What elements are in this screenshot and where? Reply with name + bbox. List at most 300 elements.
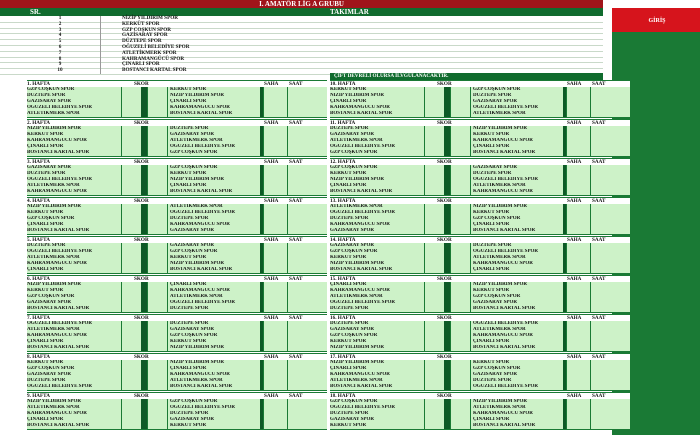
week-title: 5. HAFTA <box>27 237 50 243</box>
team-number: 5 <box>20 39 101 45</box>
away-team: GAZİSARAY SPOR <box>473 165 517 170</box>
home-team: DÜZTEPE SPOR <box>330 411 369 416</box>
week-title: 4. HAFTA <box>27 198 50 204</box>
away-team: ÇINARLI SPOR <box>170 183 207 188</box>
score-separator <box>444 384 450 390</box>
saha-label: SAHA <box>264 354 279 360</box>
home-team: KAHRAMANGÜCÜ SPOR <box>27 411 87 416</box>
score-separator <box>444 228 450 234</box>
home-team: GAZİSARAY SPOR <box>330 228 374 233</box>
away-team: ATLETİKMERK SPOR <box>473 183 526 188</box>
week-title: 16. HAFTA <box>330 315 356 321</box>
home-team: GAZİSARAY SPOR <box>27 165 71 170</box>
week-title: 7. HAFTA <box>27 315 50 321</box>
home-team: GZP COŞKUN SPOR <box>27 87 75 92</box>
cell-divider <box>263 150 264 156</box>
cell-divider <box>287 345 288 351</box>
away-team: KERKÜT SPOR <box>170 423 207 428</box>
saha-label: SAHA <box>567 237 582 243</box>
skor-label: SKOR <box>134 276 149 282</box>
home-team: OĞUZELİ BELEDİYE SPOR <box>27 177 93 182</box>
away-team: KAHRAMANGÜCÜ SPOR <box>170 372 230 377</box>
cell-divider <box>263 267 264 273</box>
saha-separator <box>260 228 263 234</box>
away-team: KAHRAMANGÜCÜ SPOR <box>473 189 533 194</box>
cell-divider <box>590 267 591 273</box>
home-team: OĞUZELİ BELEDİYE SPOR <box>330 300 396 305</box>
cell-divider <box>287 384 288 390</box>
team-number: 3 <box>20 28 101 34</box>
home-team: GZP COŞKUN SPOR <box>330 165 378 170</box>
match-row <box>27 267 327 274</box>
away-team: GZP COŞKUN SPOR <box>473 294 521 299</box>
week-title: 11. HAFTA <box>330 120 356 126</box>
saha-separator <box>260 384 263 390</box>
cell-divider <box>287 228 288 234</box>
home-team: KERKÜT SPOR <box>27 288 64 293</box>
home-team: KERKÜT SPOR <box>330 171 367 176</box>
saat-label: SAAT <box>289 315 303 321</box>
header-takimlar: TAKIMLAR <box>330 8 369 16</box>
away-team: BOSTANCI KARTAL SPOR <box>170 267 233 272</box>
saha-separator <box>563 345 566 351</box>
cell-divider <box>147 306 148 312</box>
match-row <box>27 306 327 313</box>
away-team: NİZİP YILDIRIM SPOR <box>473 399 527 404</box>
score-separator <box>444 189 450 195</box>
cell-divider <box>263 423 264 429</box>
score-separator <box>444 111 450 117</box>
away-team: GZP COŞKUN SPOR <box>170 399 218 404</box>
home-team: ÇINARLI SPOR <box>330 282 367 287</box>
score-separator <box>444 267 450 273</box>
cell-divider <box>147 228 148 234</box>
skor-label: SKOR <box>437 159 452 165</box>
away-team: GAZİSARAY SPOR <box>473 372 517 377</box>
cell-divider <box>287 423 288 429</box>
skor-label: SKOR <box>134 237 149 243</box>
team-name: ÇINARLI SPOR <box>122 61 160 68</box>
cell-divider <box>566 111 567 117</box>
cell-divider <box>121 189 122 195</box>
home-team: KAHRAMANGÜCÜ SPOR <box>330 288 390 293</box>
home-team: GZP COŞKUN SPOR <box>27 216 75 221</box>
skor-label: SKOR <box>134 393 149 399</box>
saha-label: SAHA <box>567 276 582 282</box>
team-number: 1 <box>20 16 101 22</box>
saat-label: SAAT <box>592 81 606 87</box>
week-title: 6. HAFTA <box>27 276 50 282</box>
saha-separator <box>563 423 566 429</box>
cell-divider <box>566 189 567 195</box>
away-team: NİZİP YILDIRIM SPOR <box>170 360 224 365</box>
home-team: ÇINARLI SPOR <box>27 267 64 272</box>
home-team: BOSTANCI KARTAL SPOR <box>27 306 90 311</box>
cell-divider <box>147 267 148 273</box>
week-block <box>27 392 327 429</box>
saat-label: SAAT <box>289 237 303 243</box>
home-team: DÜZTEPE SPOR <box>27 93 66 98</box>
teams-table <box>0 16 603 74</box>
away-team: KERKÜT SPOR <box>170 339 207 344</box>
saha-label: SAHA <box>264 393 279 399</box>
cell-divider <box>566 267 567 273</box>
team-name: KAHRAMANGÜCÜ SPOR <box>122 55 185 62</box>
match-row <box>330 423 630 430</box>
cell-divider <box>147 111 148 117</box>
week-title: 15. HAFTA <box>330 276 356 282</box>
team-number: 10 <box>20 68 101 74</box>
skor-label: SKOR <box>134 198 149 204</box>
cell-divider <box>263 228 264 234</box>
cell-divider <box>147 189 148 195</box>
home-team: KAHRAMANGÜCÜ SPOR <box>27 261 87 266</box>
team-number: 4 <box>20 33 101 39</box>
away-team: KERKÜT SPOR <box>170 87 207 92</box>
cell-divider <box>450 384 451 390</box>
cell-divider <box>566 345 567 351</box>
giris-button[interactable]: GİRİŞ <box>648 18 666 24</box>
home-team: ATLETİKMERK SPOR <box>27 405 80 410</box>
week-block <box>27 236 327 273</box>
away-team: ATLETİKMERK SPOR <box>473 111 526 116</box>
saha-separator <box>563 111 566 117</box>
away-team: KERKÜT SPOR <box>473 288 510 293</box>
saat-label: SAAT <box>289 393 303 399</box>
away-team: DÜZTEPE SPOR <box>170 306 209 311</box>
away-team: GZP COŞKUN SPOR <box>170 249 218 254</box>
away-team: OĞUZELİ BELEDİYE SPOR <box>170 300 236 305</box>
week-block <box>27 353 327 390</box>
skor-label: SKOR <box>134 81 149 87</box>
saha-separator <box>563 150 566 156</box>
away-team: BOSTANCI KARTAL SPOR <box>170 111 233 116</box>
teams-header <box>0 8 603 16</box>
cell-divider <box>590 423 591 429</box>
saha-label: SAHA <box>567 354 582 360</box>
home-team: GAZİSARAY SPOR <box>27 300 71 305</box>
cell-divider <box>121 345 122 351</box>
saat-label: SAAT <box>592 276 606 282</box>
home-team: DÜZTEPE SPOR <box>330 306 369 311</box>
away-team: ÇINARLI SPOR <box>473 222 510 227</box>
cell-divider <box>450 189 451 195</box>
team-name: OĞUZELİ BELEDİYE SPOR <box>122 44 190 50</box>
saha-separator <box>563 189 566 195</box>
score-separator <box>141 384 147 390</box>
cell-divider <box>263 111 264 117</box>
saha-label: SAHA <box>264 237 279 243</box>
cell-divider <box>167 423 168 429</box>
away-team: GAZİSARAY SPOR <box>473 300 517 305</box>
week-block <box>27 158 327 195</box>
home-team: KERKÜT SPOR <box>330 423 367 428</box>
score-separator <box>141 423 147 429</box>
week-block <box>27 119 327 156</box>
week-block <box>27 275 327 312</box>
home-team: NİZİP YILDIRIM SPOR <box>330 93 384 98</box>
home-team: NİZİP YILDIRIM SPOR <box>27 204 81 209</box>
week-block <box>330 275 630 312</box>
home-team: GZP COŞKUN SPOR <box>330 249 378 254</box>
home-team: ATLETİKMERK SPOR <box>27 327 80 332</box>
cell-divider <box>167 150 168 156</box>
cell-divider <box>147 345 148 351</box>
away-team: KAHRAMANGÜCÜ SPOR <box>473 261 533 266</box>
home-team: ÇINARLI SPOR <box>330 366 367 371</box>
away-team: ATLETİKMERK SPOR <box>473 255 526 260</box>
skor-label: SKOR <box>437 81 452 87</box>
saat-label: SAAT <box>289 159 303 165</box>
cell-divider <box>590 228 591 234</box>
cell-divider <box>566 150 567 156</box>
week-title: 1. HAFTA <box>27 81 50 87</box>
team-number: 9 <box>20 62 101 68</box>
cell-divider <box>566 384 567 390</box>
match-row <box>27 150 327 157</box>
away-team: GAZİSARAY SPOR <box>170 132 214 137</box>
home-team: KERKÜT SPOR <box>27 132 64 137</box>
team-name: BOSTANCI KARTAL SPOR <box>122 67 187 74</box>
home-team: NİZİP YILDIRIM SPOR <box>330 360 384 365</box>
cell-divider <box>470 384 471 390</box>
week-title: 13. HAFTA <box>330 198 356 204</box>
home-team: BOSTANCI KARTAL SPOR <box>330 267 393 272</box>
saha-label: SAHA <box>264 276 279 282</box>
home-team: KERKÜT SPOR <box>330 339 367 344</box>
away-team: DÜZTEPE SPOR <box>473 171 512 176</box>
skor-label: SKOR <box>134 315 149 321</box>
away-team: GAZİSARAY SPOR <box>473 99 517 104</box>
saha-label: SAHA <box>264 120 279 126</box>
home-team: OĞUZELİ BELEDİYE SPOR <box>330 405 396 410</box>
cell-divider <box>147 150 148 156</box>
home-team: DÜZTEPE SPOR <box>27 243 66 248</box>
home-team: KAHRAMANGÜCÜ SPOR <box>330 105 390 110</box>
cell-divider <box>263 345 264 351</box>
away-team: BOSTANCI KARTAL SPOR <box>170 384 233 389</box>
away-team: BOSTANCI KARTAL SPOR <box>473 345 536 350</box>
week-block <box>330 314 630 351</box>
home-team: DÜZTEPE SPOR <box>330 126 369 131</box>
away-team: OĞUZELİ BELEDİYE SPOR <box>170 144 236 149</box>
team-name: DÜZTEPE SPOR <box>122 38 162 45</box>
cell-divider <box>424 306 425 312</box>
home-team: ATLETİKMERK SPOR <box>330 204 383 209</box>
home-team: OĞUZELİ BELEDİYE SPOR <box>27 105 93 110</box>
away-team: GZP COŞKUN SPOR <box>473 87 521 92</box>
home-team: ÇINARLI SPOR <box>27 417 64 422</box>
home-team: NİZİP YILDIRIM SPOR <box>330 261 384 266</box>
home-team: KERKÜT SPOR <box>330 87 367 92</box>
cell-divider <box>263 306 264 312</box>
home-team: ÇINARLI SPOR <box>27 144 64 149</box>
match-row <box>330 345 630 352</box>
away-team: KERKÜT SPOR <box>170 255 207 260</box>
cell-divider <box>167 228 168 234</box>
home-team: OĞUZELİ BELEDİYE SPOR <box>27 384 93 389</box>
cell-divider <box>590 345 591 351</box>
cell-divider <box>121 228 122 234</box>
score-separator <box>141 189 147 195</box>
home-team: BOSTANCI KARTAL SPOR <box>27 423 90 428</box>
away-team: DÜZTEPE SPOR <box>170 216 209 221</box>
cell-divider <box>167 267 168 273</box>
cell-divider <box>590 150 591 156</box>
score-separator <box>141 345 147 351</box>
home-team: ATLETİKMERK SPOR <box>27 111 80 116</box>
match-row <box>27 345 327 352</box>
team-name: NİZİP YILDIRIM SPOR <box>122 15 179 21</box>
saha-label: SAHA <box>567 120 582 126</box>
cell-divider <box>424 189 425 195</box>
week-title: 2. HAFTA <box>27 120 50 126</box>
away-team: BOSTANCI KARTAL SPOR <box>170 189 233 194</box>
home-team: ÇINARLI SPOR <box>27 222 64 227</box>
cell-divider <box>470 306 471 312</box>
match-row <box>27 189 327 196</box>
cell-divider <box>287 150 288 156</box>
saha-separator <box>260 150 263 156</box>
match-row <box>330 306 630 313</box>
home-team: GAZİSARAY SPOR <box>27 99 71 104</box>
away-team: DÜZTEPE SPOR <box>473 243 512 248</box>
away-team: OĞUZELİ BELEDİYE SPOR <box>473 384 539 389</box>
home-team: DÜZTEPE SPOR <box>27 378 66 383</box>
away-team: GAZİSARAY SPOR <box>170 417 214 422</box>
cell-divider <box>167 384 168 390</box>
away-team: BOSTANCI KARTAL SPOR <box>473 150 536 155</box>
away-team: ATLETİKMERK SPOR <box>473 327 526 332</box>
home-team: NİZİP YILDIRIM SPOR <box>27 282 81 287</box>
saat-label: SAAT <box>592 120 606 126</box>
saha-separator <box>260 345 263 351</box>
away-team: ATLETİKMERK SPOR <box>170 138 223 143</box>
saat-label: SAAT <box>592 315 606 321</box>
away-team: GZP COŞKUN SPOR <box>170 333 218 338</box>
away-team: ÇINARLI SPOR <box>473 267 510 272</box>
team-name: GZP COŞKUN SPOR <box>122 26 171 33</box>
score-separator <box>141 111 147 117</box>
home-team: OĞUZELİ BELEDİYE SPOR <box>27 249 93 254</box>
cell-divider <box>121 111 122 117</box>
home-team: GAZİSARAY SPOR <box>330 132 374 137</box>
home-team: DÜZTEPE SPOR <box>330 216 369 221</box>
match-row <box>330 228 630 235</box>
away-team: OĞUZELİ BELEDİYE SPOR <box>473 177 539 182</box>
home-team: NİZİP YILDIRIM SPOR <box>330 177 384 182</box>
cell-divider <box>470 345 471 351</box>
cell-divider <box>287 267 288 273</box>
week-title: 8. HAFTA <box>27 354 50 360</box>
cell-divider <box>167 345 168 351</box>
saha-separator <box>563 228 566 234</box>
cell-divider <box>147 423 148 429</box>
saat-label: SAAT <box>592 393 606 399</box>
skor-label: SKOR <box>437 315 452 321</box>
home-team: KERKÜT SPOR <box>27 210 64 215</box>
saha-separator <box>260 189 263 195</box>
home-team: ÇINARLI SPOR <box>330 99 367 104</box>
page-title: I. AMATÖR LİG A GRUBU <box>0 0 603 8</box>
skor-label: SKOR <box>437 198 452 204</box>
away-team: ÇINARLI SPOR <box>170 282 207 287</box>
skor-label: SKOR <box>134 120 149 126</box>
saha-separator <box>563 306 566 312</box>
home-team: ATLETİKMERK SPOR <box>330 138 383 143</box>
saha-label: SAHA <box>567 393 582 399</box>
week-title: 3. HAFTA <box>27 159 50 165</box>
week-block <box>27 314 327 351</box>
saat-label: SAAT <box>592 198 606 204</box>
cell-divider <box>450 228 451 234</box>
cell-divider <box>424 384 425 390</box>
saha-separator <box>260 423 263 429</box>
cell-divider <box>121 423 122 429</box>
saat-label: SAAT <box>592 237 606 243</box>
home-team: KAHRAMANGÜCÜ SPOR <box>27 333 87 338</box>
cell-divider <box>287 189 288 195</box>
home-team: OĞUZELİ BELEDİYE SPOR <box>330 144 396 149</box>
away-team: GZP COŞKUN SPOR <box>473 216 521 221</box>
saha-label: SAHA <box>567 198 582 204</box>
week-title: 14. HAFTA <box>330 237 356 243</box>
home-team: GZP COŞKUN SPOR <box>330 150 378 155</box>
away-team: GAZİSARAY SPOR <box>170 243 214 248</box>
week-title: 12. HAFTA <box>330 159 356 165</box>
match-row <box>27 423 327 430</box>
skor-label: SKOR <box>134 159 149 165</box>
cell-divider <box>287 111 288 117</box>
home-team: KERKÜT SPOR <box>27 360 64 365</box>
home-team: BOSTANCI KARTAL SPOR <box>330 111 393 116</box>
home-team: OĞUZELİ BELEDİYE SPOR <box>27 321 93 326</box>
match-row <box>330 189 630 196</box>
home-team: ATLETİKMERK SPOR <box>27 255 80 260</box>
team-number: 7 <box>20 51 101 57</box>
cell-divider <box>121 384 122 390</box>
away-team: ÇINARLI SPOR <box>473 144 510 149</box>
away-team: GZP COŞKUN SPOR <box>170 165 218 170</box>
cell-divider <box>470 111 471 117</box>
home-team: KAHRAMANGÜCÜ SPOR <box>330 372 390 377</box>
home-team: BOSTANCI KARTAL SPOR <box>27 228 90 233</box>
home-team: ÇINARLI SPOR <box>27 339 64 344</box>
away-team: BOSTANCI KARTAL SPOR <box>473 306 536 311</box>
cell-divider <box>424 150 425 156</box>
away-team: ATLETİKMERK SPOR <box>170 204 223 209</box>
away-team: BOSTANCI KARTAL SPOR <box>473 423 536 428</box>
saha-label: SAHA <box>567 81 582 87</box>
away-team: ATLETİKMERK SPOR <box>170 294 223 299</box>
score-separator <box>141 228 147 234</box>
score-separator <box>141 150 147 156</box>
cell-divider <box>590 384 591 390</box>
away-team: KERKÜT SPOR <box>473 360 510 365</box>
away-team: OĞUZELİ BELEDİYE SPOR <box>170 405 236 410</box>
match-row <box>27 228 327 235</box>
cell-divider <box>167 189 168 195</box>
saat-label: SAAT <box>289 120 303 126</box>
away-team: OĞUZELİ BELEDİYE SPOR <box>473 105 539 110</box>
cell-divider <box>167 111 168 117</box>
skor-label: SKOR <box>437 237 452 243</box>
away-team: OĞUZELİ BELEDİYE SPOR <box>170 210 236 215</box>
saat-label: SAAT <box>289 81 303 87</box>
score-separator <box>141 306 147 312</box>
away-team: KAHRAMANGÜCÜ SPOR <box>170 105 230 110</box>
cell-divider <box>450 345 451 351</box>
